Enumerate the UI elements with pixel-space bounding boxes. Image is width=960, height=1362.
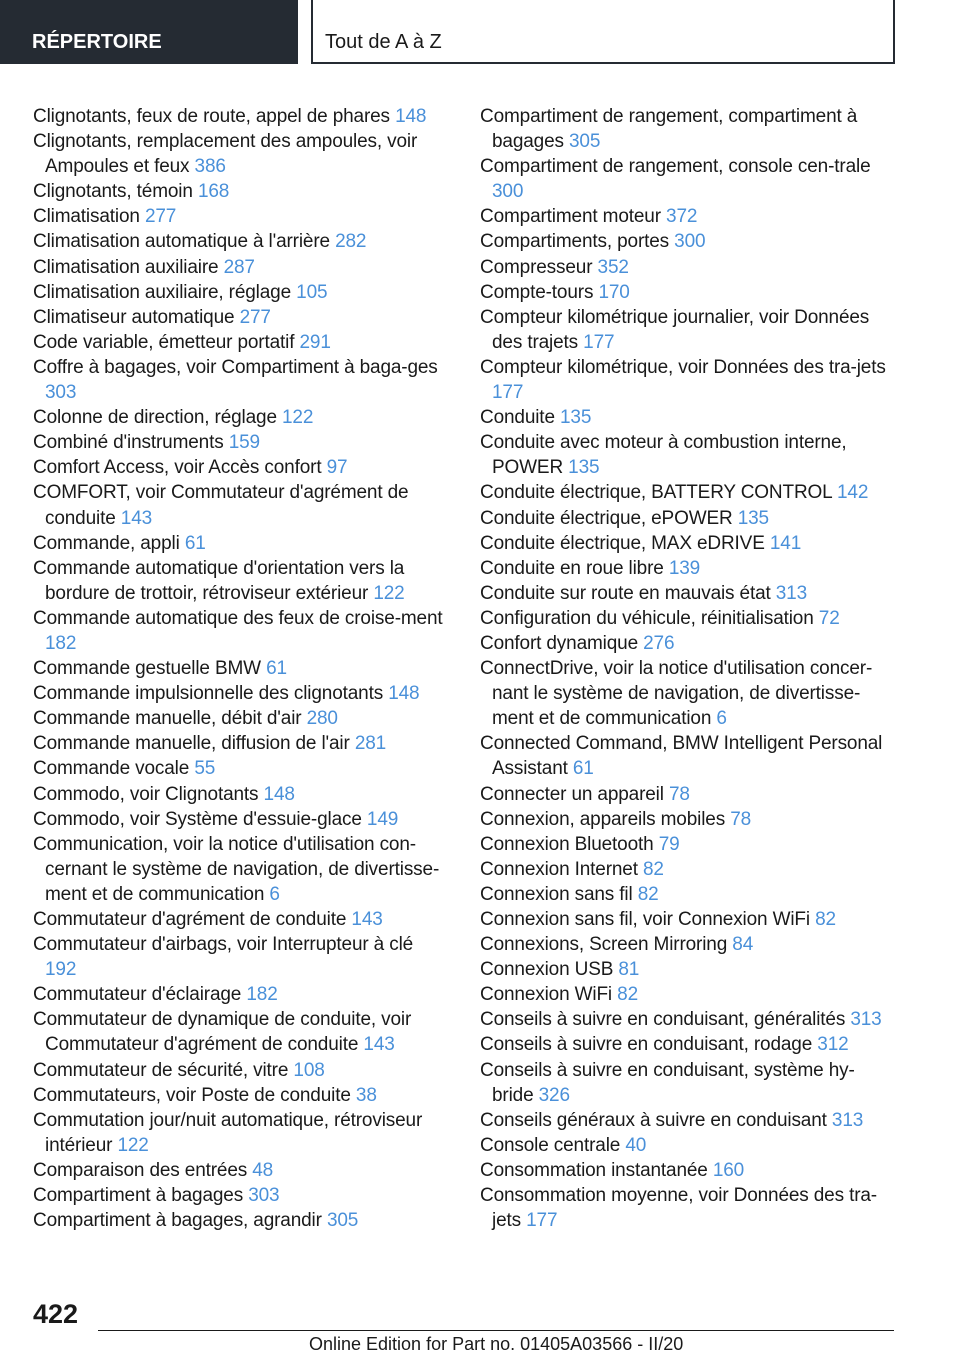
index-entry-term: Commande, appli [33,532,180,554]
index-entry [33,1158,447,1183]
index-entry-term: Configuration du véhicule, réinitialisation [480,607,814,629]
index-entry-page-link[interactable]: 78 [730,808,752,830]
index-entry-page-link[interactable]: 6 [716,708,727,730]
edition-footer: Online Edition for Part no. 01405A03566 - II/20 [309,1334,684,1354]
index-entry [33,330,447,355]
index-entry [33,907,447,932]
index-entry-page-link[interactable]: 177 [526,1210,558,1232]
index-entry-page-link[interactable]: 280 [306,708,338,730]
index-entry-page-link[interactable]: 170 [598,281,630,303]
index-entry [480,807,894,832]
index-entry-term: Climatisation automatique à l'arrière [33,231,330,253]
index-entry-page-link[interactable]: 148 [263,783,295,805]
index-entry [480,1007,894,1032]
index-entry-term: Connexion WiFi [480,984,613,1006]
index-entry-page-link[interactable]: 82 [637,883,659,905]
index-entry-page-link[interactable]: 148 [395,106,427,127]
index-entry-term: Conduite électrique, MAX eDRIVE [480,532,765,554]
index-entry-term: Console centrale [480,1134,621,1156]
index-entry-page-link[interactable]: 303 [248,1185,280,1207]
index-entry-page-link[interactable]: 6 [269,883,280,905]
index-entry-page-link[interactable]: 313 [775,582,808,604]
index-entry [480,957,894,982]
index-entry-page-link[interactable]: 312 [817,1034,849,1056]
index-entry-term: Commande gestuelle BMW [33,658,261,680]
index-entry-term: Commande impulsionnelle des clignotants [33,683,384,705]
index-entry-page-link[interactable]: 135 [568,457,600,479]
index-entry-term: Conduite électrique, ePOWER [480,507,733,529]
index-entry-term: Communication, voir la notice d'utilisation con-cernant le système de navigation, de divertisse-ment et de communication [33,833,440,905]
index-entry [33,480,447,530]
index-entry-page-link[interactable]: 135 [737,507,769,529]
index-entry [33,255,447,280]
index-entry-page-link[interactable]: 300 [674,231,706,253]
index-entry [33,129,447,179]
index-entry [480,1108,894,1133]
index-entry-page-link[interactable]: 105 [296,281,328,303]
index-entry-term: Connexions, Screen Mirroring [480,934,728,956]
index-entry-term: Climatisation [33,206,140,228]
index-entry [33,782,447,807]
index-entry-term: Commutateur de sécurité, vitre [33,1059,289,1081]
index-entry [33,405,447,430]
index-entry-term: Compartiment moteur [480,206,661,228]
index-entry-page-link[interactable]: 142 [837,482,869,504]
index-entry [480,581,894,606]
index-entry-term: Consommation instantanée [480,1159,708,1181]
index-column-left [33,104,447,1233]
index-entry-page-link[interactable]: 72 [818,607,840,629]
index-entry [480,1158,894,1183]
index-entry [480,1058,894,1108]
index-entry-term: Commodo, voir Système d'essuie-glace [33,808,362,830]
index-entry [480,1133,894,1158]
index-entry-term: Code variable, émetteur portatif [33,331,295,353]
index-entry-page-link[interactable]: 313 [850,1009,882,1031]
index-entry [480,355,894,405]
index-entry-term: Combiné d'instruments [33,432,224,454]
index-entry-page-link[interactable]: 40 [625,1134,647,1156]
index-entry [33,179,447,204]
index-entry [33,430,447,455]
index-entry-page-link[interactable]: 159 [228,432,260,454]
index-entry [480,229,894,254]
index-entry-term: Clignotants, témoin [33,181,193,203]
index-entry-term: Connexion Internet [480,858,638,880]
section-tab[interactable] [0,0,298,64]
index-entry-page-link[interactable]: 281 [354,733,387,755]
index-entry-term: Compartiment de rangement, console cen-trale [480,156,871,178]
index-entry-page-link[interactable]: 122 [282,407,314,429]
index-entry [480,982,894,1007]
index-entry [480,506,894,531]
index-entry [33,656,447,681]
index-entry-page-link[interactable]: 141 [769,532,802,554]
index-entry-term: Clignotants, feux de route, appel de phares [33,106,390,127]
index-entry-term: Conseils à suivre en conduisant, système hy-bride [480,1059,855,1106]
index-entry [33,706,447,731]
index-entry-page-link[interactable]: 177 [492,382,524,404]
index-entry-page-link[interactable]: 276 [643,632,675,654]
index-entry [33,1108,447,1158]
index-entry-term: Comfort Access, voir Accès confort [33,457,322,479]
index-column-right [480,104,894,1233]
index-entry [33,1058,447,1083]
index-entry-page-link[interactable]: 61 [266,658,287,680]
index-entry-term: Consommation moyenne, voir Données des tra-jets [480,1185,877,1232]
index-entry-page-link[interactable]: 303 [45,382,77,404]
index-entry-page-link[interactable]: 300 [492,181,524,203]
index-entry [33,305,447,330]
index-entry-page-link[interactable]: 143 [351,909,383,930]
index-entry-page-link[interactable]: 82 [815,909,836,930]
index-entry-page-link[interactable]: 139 [668,557,701,579]
index-entry-page-link[interactable]: 97 [326,457,348,479]
index-entry [480,556,894,581]
index-entry [33,606,447,656]
index-entry [480,782,894,807]
index-entry-page-link[interactable]: 282 [335,231,367,253]
index-entry-term: Clignotants, remplacement des ampoules, voir Ampoules et feux [33,131,418,178]
index-entry [33,455,447,480]
index-entry-term: Compteur kilométrique journalier, voir Données des trajets [480,306,870,353]
index-entry-term: Connexion sans fil, voir Connexion WiFi [480,909,810,930]
index-entry-term: Compresseur [480,256,593,278]
index-entry [480,305,894,355]
index-entry-page-link[interactable]: 148 [388,683,420,705]
index-entry [33,229,447,254]
section-tab-label: RÉPERTOIRE [32,31,162,53]
index-entry [33,681,447,706]
index-entry-term: Climatisation auxiliaire, réglage [33,281,292,303]
index-entry-term: Commande automatique des feux de croise-ment [33,607,443,629]
index-entry [480,104,894,154]
index-entry-term: Commutation jour/nuit automatique, rétroviseur intérieur [33,1109,423,1156]
index-entry [480,932,894,957]
index-entry-page-link[interactable]: 177 [583,331,615,353]
index-entry-term: Connexion Bluetooth [480,833,654,855]
index-entry-page-link[interactable]: 168 [197,181,230,203]
index-entry-term: Conduite avec moteur à combustion interne, POWER [480,432,847,479]
index-entry [33,1183,447,1208]
index-entry [480,832,894,857]
index-entry-page-link[interactable]: 135 [560,407,592,429]
index-entry-term: Conduite électrique, BATTERY CONTROL [480,482,832,504]
index-entry [480,255,894,280]
index-entry-page-link[interactable]: 182 [246,984,278,1006]
index-entry-page-link[interactable]: 82 [643,858,664,880]
index-entry-page-link[interactable]: 352 [597,256,629,278]
index-entry [480,731,894,781]
index-entry-term: Compte-tours [480,281,594,303]
index-entry [480,480,894,505]
index-entry-term: Conduite en roue libre [480,557,664,579]
index-entry [480,857,894,882]
index-entry [480,204,894,229]
index-entry [33,731,447,756]
index-entry-page-link[interactable]: 305 [326,1210,359,1232]
index-entry-page-link[interactable]: 143 [363,1034,395,1056]
index-entry-term: Commutateur d'airbags, voir Interrupteur à clé [33,934,414,956]
index-entry-page-link[interactable]: 61 [572,758,594,780]
index-entry [480,1032,894,1057]
index-entry-term: Colonne de direction, réglage [33,407,277,429]
index-entry-term: Comparaison des entrées [33,1159,248,1181]
index-entry [33,204,447,229]
index-entry [480,882,894,907]
index-entry-term: Commutateur d'éclairage [33,984,242,1006]
index-entry-term: Connected Command, BMW Intelligent Personal Assistant [480,733,883,780]
index-entry-term: Commutateur d'agrément de conduite [33,909,347,930]
index-entry [33,556,447,606]
index-entry [33,932,447,982]
index-entry-term: Connexion USB [480,959,614,981]
subsection-tab[interactable] [311,0,895,64]
index-entry-term: Confort dynamique [480,632,638,654]
index-entry-term: ConnectDrive, voir la notice d'utilisation concer-nant le système de navigation, de divertisse-ment et de communication [480,658,873,730]
page-number: 422 [33,1299,79,1329]
index-entry-page-link[interactable]: 78 [668,783,690,805]
index-entry-page-link[interactable]: 160 [712,1159,745,1181]
index-entry-term: COMFORT, voir Commutateur d'agrément de conduite [33,482,409,529]
index-entry [480,1183,894,1233]
index-entry-page-link[interactable]: 287 [223,256,255,278]
index-entry-term: Climatiseur automatique [33,306,235,328]
index-entry [480,531,894,556]
index-entry-page-link[interactable]: 79 [658,833,680,855]
index-entry-term: Coffre à bagages, voir Compartiment à baga-ges [33,356,438,378]
index-entry-page-link[interactable]: 305 [569,131,601,153]
index-entry-term: Commande automatique d'orientation vers la bordure de trottoir, rétroviseur extérieur [33,557,405,604]
index-entry-page-link[interactable]: 48 [252,1159,274,1181]
index-entry-page-link[interactable]: 84 [732,934,754,956]
index-entry [33,531,447,556]
index-entry-term: Commutateur de dynamique de conduite, voir Commutateur d'agrément de conduite [33,1009,412,1056]
index-entry [33,1083,447,1108]
index-entry-page-link[interactable]: 372 [666,206,698,228]
index-entry-term: Compartiment à bagages, agrandir [33,1210,322,1232]
index-entry [480,606,894,631]
index-entry [33,355,447,405]
index-entry-term: Compartiment à bagages [33,1185,244,1207]
index-entry-page-link[interactable]: 313 [831,1109,864,1131]
index-entry-term: Conduite [480,407,555,429]
index-entry-term: Conseils à suivre en conduisant, généralités [480,1009,846,1031]
index-entry-term: Commande vocale [33,758,190,780]
index-entry-term: Connexion sans fil [480,883,633,905]
index-entry-page-link[interactable]: 61 [184,532,206,554]
index-entry-page-link[interactable]: 326 [538,1084,570,1106]
index-entry [33,1007,447,1057]
index-entry-term: Conseils à suivre en conduisant, rodage [480,1034,813,1056]
index-entry-term: Climatisation auxiliaire [33,256,219,278]
index-entry-page-link[interactable]: 149 [366,808,399,830]
index-entry-term: Commande manuelle, diffusion de l'air [33,733,350,755]
index-entry [480,631,894,656]
index-entry-term: Compartiments, portes [480,231,670,253]
index-entry-page-link[interactable]: 55 [194,758,216,780]
index-entry-page-link[interactable]: 192 [45,959,77,981]
footer-divider [98,1330,894,1331]
index-entry [480,656,894,731]
index-entry [33,280,447,305]
index-entry [480,430,894,480]
index-entry-page-link[interactable]: 81 [618,959,640,981]
index-entry-term: Commande manuelle, débit d'air [33,708,302,730]
index-entry-page-link[interactable]: 291 [299,331,331,353]
index-entry-term: Conseils généraux à suivre en conduisant [480,1109,827,1131]
index-entry-term: Compteur kilométrique, voir Données des tra-jets [480,356,886,378]
index-entry-page-link[interactable]: 182 [45,632,77,654]
index-entry-page-link[interactable]: 386 [194,156,226,178]
index-entry-term: Commutateurs, voir Poste de conduite [33,1084,351,1106]
index-entry-page-link[interactable]: 277 [239,306,271,328]
index-entry-page-link[interactable]: 277 [144,206,177,228]
index-entry [33,756,447,781]
index-entry [33,982,447,1007]
subsection-tab-label: Tout de A à Z [325,31,442,53]
index-entry [480,280,894,305]
index-entry-page-link[interactable]: 122 [117,1134,149,1156]
index-entry [480,907,894,932]
index-entry-term: Connexion, appareils mobiles [480,808,726,830]
index-entry [480,405,894,430]
index-entry-page-link[interactable]: 143 [120,507,153,529]
index-entry [33,104,447,129]
index-entry-term: Commodo, voir Clignotants [33,783,259,805]
index-entry-term: Conduite sur route en mauvais état [480,582,771,604]
index-entry-term: Connecter un appareil [480,783,664,805]
index-entry-page-link[interactable]: 108 [293,1059,325,1081]
index-entry [480,154,894,204]
index-entry-page-link[interactable]: 122 [373,582,405,604]
index-entry [33,832,447,907]
index-entry [33,1208,447,1233]
index-entry [33,807,447,832]
index-entry-page-link[interactable]: 38 [355,1084,377,1106]
index-entry-term: Compartiment de rangement, compartiment à bagages [480,106,858,153]
index-entry-page-link[interactable]: 82 [617,984,638,1006]
